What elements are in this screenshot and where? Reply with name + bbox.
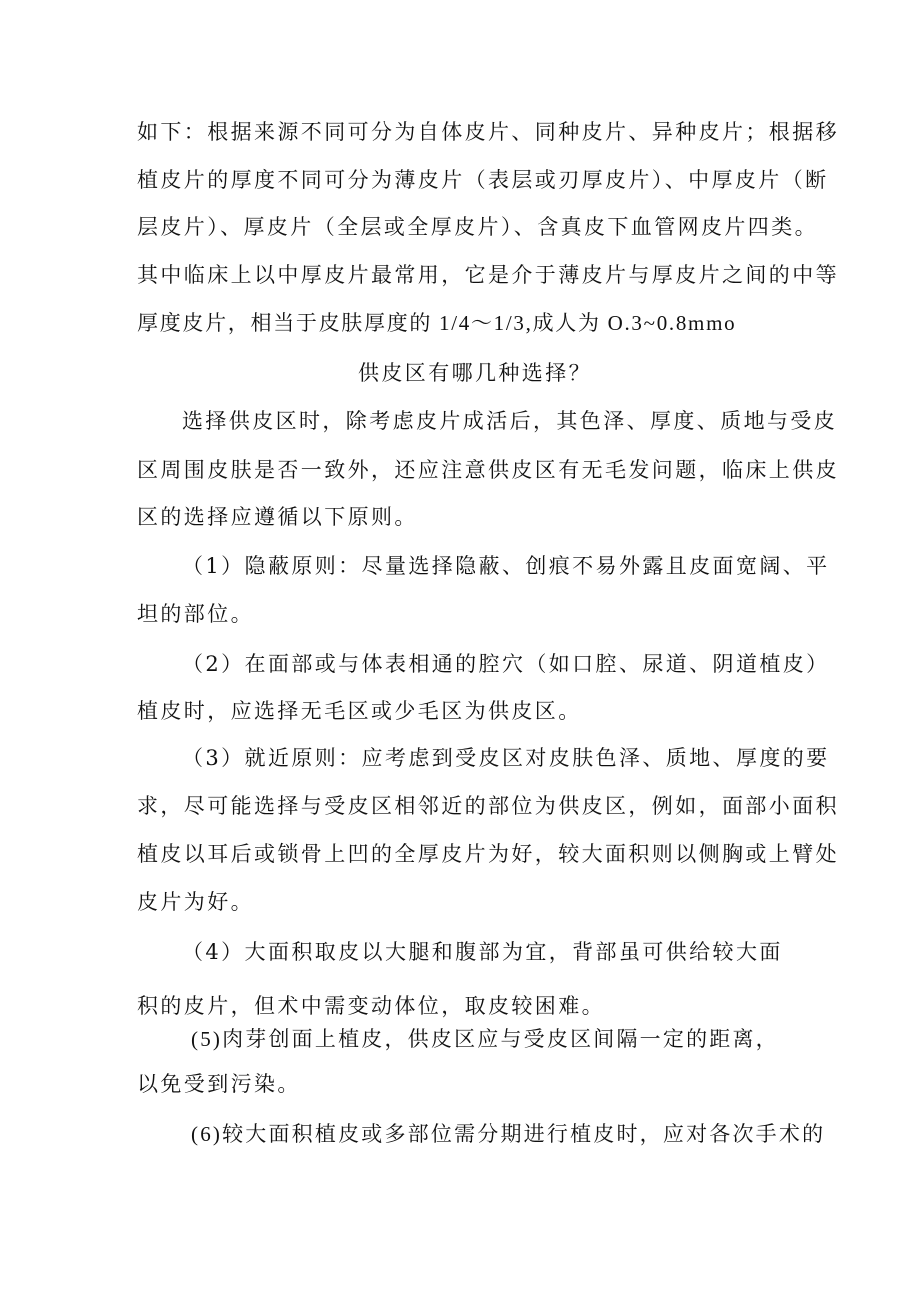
section-heading: 供皮区有哪几种选择？ (358, 361, 592, 385)
text-line-9: 区的选择应遵循以下原则。 (137, 505, 418, 529)
principle-6-line-1: (6)较大面积植皮或多部位需分期进行植皮时，应对各次手术的 (191, 1122, 826, 1146)
principle-2-line-1: （2）在面部或与体表相通的腔穴（如口腔、尿道、阴道植皮） (182, 652, 830, 676)
principle-3-line-2: 求，尽可能选择与受皮区相邻近的部位为供皮区，例如，面部小面积 (137, 794, 839, 818)
text-line-2: 植皮片的厚度不同可分为薄皮片（表层或刃厚皮片）、中厚皮片（断 (137, 168, 829, 192)
principle-4-line-1: （4）大面积取皮以大腿和腹部为宜，背部虽可供给较大面 (182, 940, 783, 964)
text-line-7: 选择供皮区时，除考虑皮片成活后，其色泽、厚度、质地与受皮 (182, 409, 838, 433)
principle-3-line-4: 皮片为好。 (137, 890, 254, 914)
principle-4-line-2: 积的皮片，但术中需变动体位，取皮较困难。 (137, 994, 605, 1018)
principle-5-line-1: (5)肉芽创面上植皮，供皮区应与受皮区间隔一定的距离， (191, 1027, 779, 1051)
principle-3-line-3: 植皮以耳后或锁骨上凹的全厚皮片为好，较大面积则以侧胸或上臂处 (137, 842, 839, 866)
principle-1-line-2: 坦的部位。 (137, 602, 254, 626)
text-line-5: 厚度皮片，相当于皮肤厚度的 1/4～1/3,成人为 O.3~0.8mmo (137, 311, 737, 335)
principle-2-line-2: 植皮时，应选择无毛区或少毛区为供皮区。 (137, 699, 582, 723)
principle-5-line-2: 以免受到污染。 (137, 1072, 301, 1096)
text-line-4: 其中临床上以中厚皮片最常用，它是介于薄皮片与厚皮片之间的中等 (137, 263, 839, 287)
text-line-1: 如下：根据来源不同可分为自体皮片、同种皮片、异种皮片；根据移 (137, 120, 839, 144)
principle-1-line-1: （1）隐蔽原则：尽量选择隐蔽、创痕不易外露且皮面宽阔、平 (182, 554, 830, 578)
text-line-8: 区周围皮肤是否一致外，还应注意供皮区有无毛发问题，临床上供皮 (137, 458, 839, 482)
principle-3-line-1: （3）就近原则：应考虑到受皮区对皮肤色泽、质地、厚度的要 (182, 746, 830, 770)
text-line-3: 层皮片）、厚皮片（全层或全厚皮片）、含真皮下血管网皮片四类。 (137, 215, 818, 239)
